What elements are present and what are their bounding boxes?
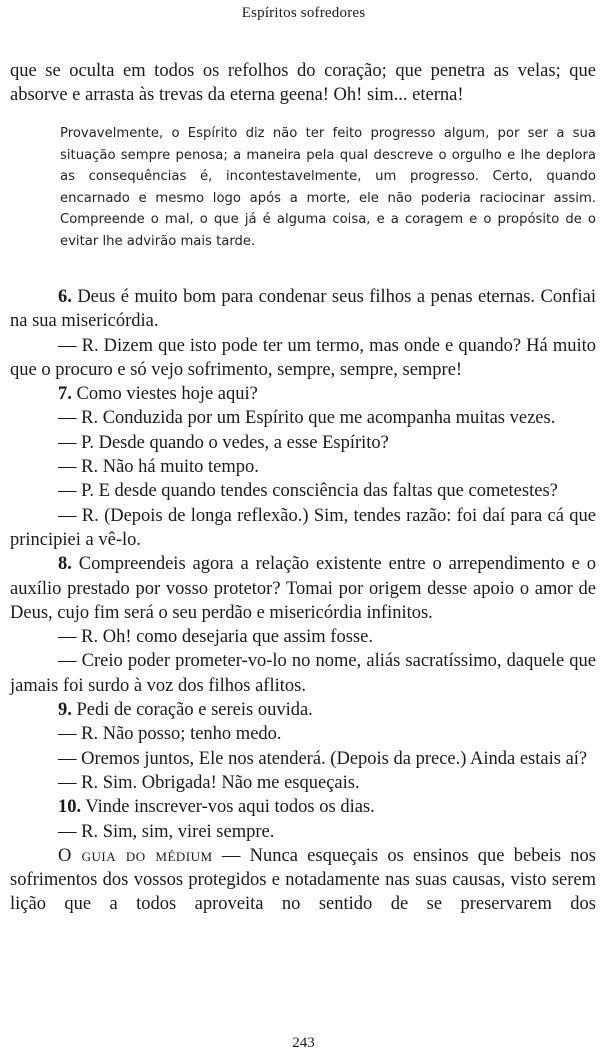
comment-8: — Creio poder prometer-vo-lo no nome, aliás sacratíssimo, daquele que jamais foi surdo à voz dos filhos aflitos. xyxy=(10,651,596,696)
dialogue-block xyxy=(10,285,596,917)
page-number: 243 xyxy=(292,1035,315,1051)
question-6 xyxy=(10,285,596,334)
opening-block xyxy=(10,59,596,108)
guide-text: — Nunca esqueçais os ensinos que bebeis nos sofrimentos dos vossos protegidos e notadamente nas suas causas, visto serem lição que a todos aproveita no sentido de se preservarem dos xyxy=(10,845,596,915)
question-number: 6. xyxy=(58,287,72,307)
question-number: 10. xyxy=(58,797,82,818)
running-header: Espíritos sofredores xyxy=(241,5,366,21)
guide-label: O guia do médium xyxy=(58,845,213,866)
question-8 xyxy=(10,552,596,625)
answer-9a: — R. Não posso; tenho medo. xyxy=(58,724,282,745)
answer-7a: — R. Conduzida por um Espírito que me acompanha muitas vezes. xyxy=(58,408,556,429)
question-number: 7. xyxy=(58,384,72,405)
question-7 xyxy=(10,382,596,406)
question-10 xyxy=(10,795,596,819)
opening-paragraph: que se oculta em todos os refolhos do coração; que penetra as velas; que absorve e arrasta às trevas da eterna geena! Oh! sim... eterna! xyxy=(10,61,596,106)
guide-paragraph xyxy=(10,844,596,917)
question-text: Compreendeis agora a relação existente entre o arrependimento e o auxílio prestado por vosso protetor? Tomai por origem desse apoio o amor de Deus, cujo fim será o seu perdão e misericórdia infinitos. xyxy=(10,554,596,623)
answer-7b: — R. Não há muito tempo. xyxy=(58,457,259,478)
answer-7c: — R. (Depois de longa reflexão.) Sim, tendes razão: foi daí para cá que principiei a vê-lo. xyxy=(10,505,596,550)
question-text: Deus é muito bom para condenar seus filhos a penas eternas. Confiai na sua misericórdia. xyxy=(10,287,596,332)
question-number: 8. xyxy=(58,554,72,575)
commentary-note: Provavelmente, o Espírito diz não ter feito progresso algum, por ser a sua situação sempre penosa; a maneira pela qual descreve o orgulho e lhe deplora as consequências é, incontestavelmente, um progresso. Certo, quando encarnado e mesmo logo após a morte, ele não poderia raciocinar assim. Compreende o mal, o que já é alguma coisa, e a coragem e o propósito de o evitar lhe advirão mais tarde. xyxy=(60,126,596,249)
answer-8: — R. Oh! como desejaria que assim fosse. xyxy=(58,627,373,648)
answer-6: — R. Dizem que isto pode ter um termo, mas onde e quando? Há muito que o procuro e só vejo sofrimento, sempre, sempre, sempre! xyxy=(10,335,596,380)
comment-9: — Oremos juntos, Ele nos atenderá. (Depois da prece.) Ainda estais aí? xyxy=(58,748,588,769)
question-text: Vinde inscrever-vos aqui todos os dias. xyxy=(81,797,375,818)
answer-9b: — R. Sim. Obrigada! Não me esqueçais. xyxy=(58,772,360,793)
question-9 xyxy=(10,698,596,722)
question-7b: — P. E desde quando tendes consciência das faltas que cometestes? xyxy=(58,481,558,502)
question-7a: — P. Desde quando o vedes, a esse Espírito? xyxy=(58,432,389,453)
question-number: 9. xyxy=(58,700,72,721)
question-text: Pedi de coração e sereis ouvida. xyxy=(71,700,313,721)
question-text: Como viestes hoje aqui? xyxy=(71,384,258,405)
answer-10: — R. Sim, sim, virei sempre. xyxy=(58,821,275,842)
